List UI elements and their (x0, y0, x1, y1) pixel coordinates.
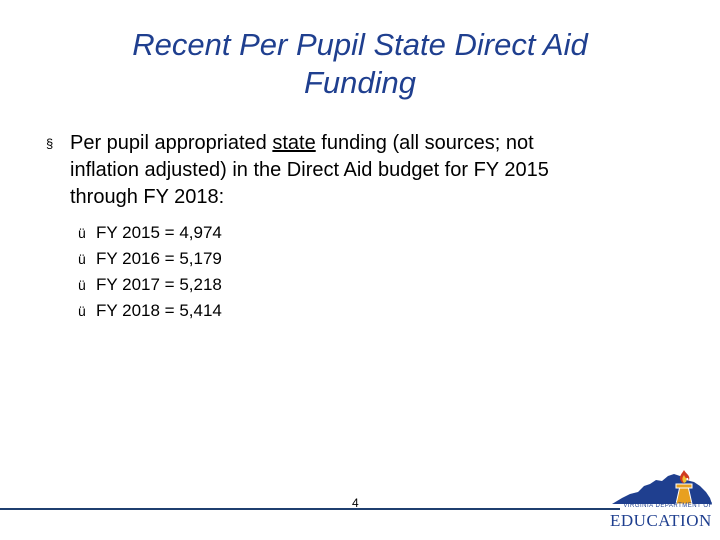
bullet-paragraph (46, 130, 686, 211)
slide-title (40, 26, 680, 102)
main-bullet (46, 130, 686, 320)
bullet-line-1-start: Per pupil appropriated (70, 132, 273, 154)
virginia-torch-logo-icon (610, 470, 714, 506)
list-item-text: FY 2018 = 5,414 (96, 301, 222, 320)
funding-list (78, 220, 222, 324)
vdoe-logo (610, 470, 714, 536)
list-item-text: FY 2016 = 5,179 (96, 249, 222, 268)
check-icon: ü (78, 225, 86, 241)
footer-divider (0, 508, 620, 510)
list-item (78, 298, 222, 324)
check-icon: ü (78, 251, 86, 267)
list-item (78, 246, 222, 272)
slide-title-line-2: Funding (303, 65, 417, 100)
logo-department-text: VIRGINIA DEPARTMENT OF (623, 503, 713, 509)
check-icon: ü (78, 277, 86, 293)
bullet-marker-icon: § (46, 136, 54, 151)
bullet-line-3: through FY 2018: (70, 186, 225, 208)
slide-title-line-1: Recent Per Pupil State Direct Aid (132, 27, 588, 62)
bullet-line-1 (70, 130, 686, 157)
logo-education-text: EDUCATION (610, 511, 712, 530)
bullet-text (70, 130, 686, 211)
list-item (78, 220, 222, 246)
list-item (78, 272, 222, 298)
bullet-line-2: inflation adjusted) in the Direct Aid budget for FY 2015 (70, 159, 549, 181)
bullet-line-1-end: funding (all sources; not (315, 132, 534, 154)
underlined-word: state (272, 132, 316, 154)
page-number: 4 (352, 496, 359, 510)
list-item-text: FY 2017 = 5,218 (96, 275, 222, 294)
check-icon: ü (78, 303, 86, 319)
list-item-text: FY 2015 = 4,974 (96, 223, 222, 242)
